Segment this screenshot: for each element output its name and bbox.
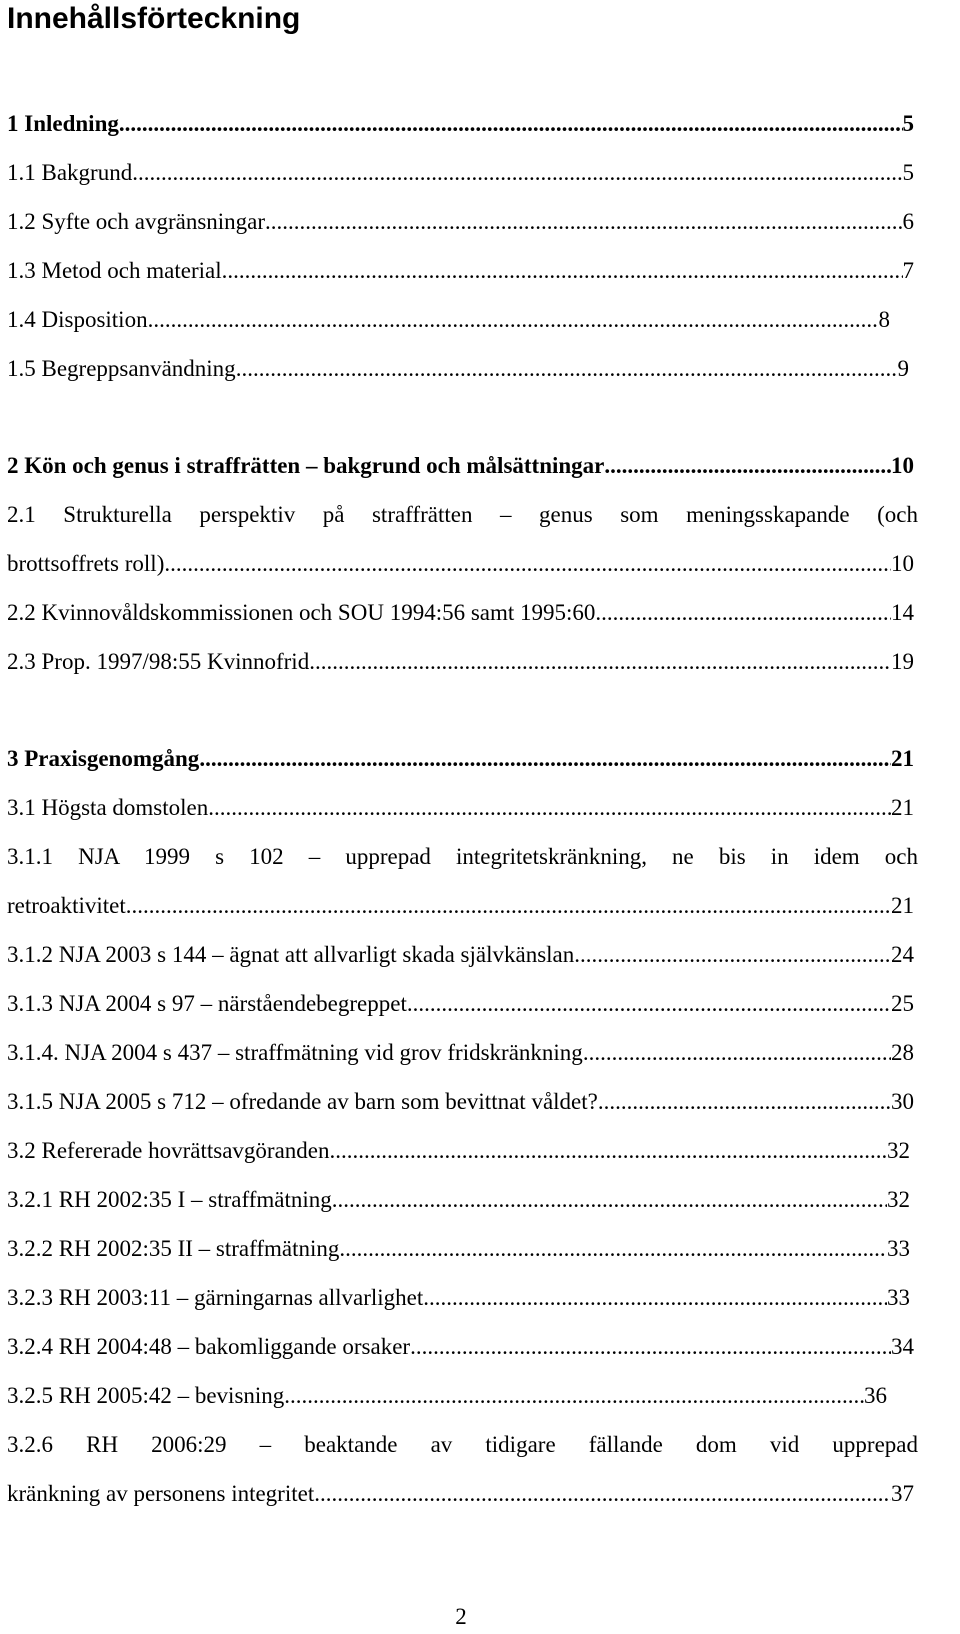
- page-number: 2: [455, 1604, 467, 1629]
- toc-entry-3-2-6-line1[interactable]: [7, 1428, 918, 1462]
- toc-entry-label: 3.1.1 NJA 1999 s 102 – upprepad integritetskränkning, ne bis in idem och: [7, 844, 918, 869]
- toc-entry-label: 3.1.3 NJA 2004 s 97 – närståendebegreppet: [7, 991, 407, 1016]
- toc-entry-page: 5: [902, 160, 914, 185]
- toc-entry-label: 3.2.5 RH 2005:42 – bevisning: [7, 1383, 285, 1408]
- toc-entry-3[interactable]: [7, 742, 914, 776]
- toc-entry-label: 1.3 Metod och material: [7, 258, 222, 283]
- toc-leader-dots: [148, 303, 879, 337]
- toc-entry-page: 33: [887, 1236, 910, 1261]
- toc-entry-page: 10: [891, 453, 914, 478]
- toc-entry-2-1-line2[interactable]: [7, 547, 914, 581]
- toc-entry-label: retroaktivitet: [7, 893, 126, 918]
- toc-entry-page: 21: [891, 893, 914, 918]
- toc-leader-dots: [132, 156, 902, 190]
- toc-entry-3-1-4[interactable]: [7, 1036, 914, 1070]
- toc-leader-dots: [284, 1379, 864, 1413]
- toc-entry-3-2[interactable]: [7, 1134, 910, 1168]
- toc-entry-label: 1.1 Bakgrund: [7, 160, 133, 185]
- toc-entry-2-1-line1[interactable]: [7, 498, 918, 532]
- toc-leader-dots: [199, 742, 891, 776]
- toc-leader-dots: [222, 254, 903, 288]
- toc-entry-3-1-5[interactable]: [7, 1085, 914, 1119]
- toc-entry-3-2-5[interactable]: [7, 1379, 887, 1413]
- toc-entry-page: 19: [891, 649, 914, 674]
- toc-entry-1-1[interactable]: [7, 156, 914, 190]
- toc-entry-page: 37: [891, 1481, 914, 1506]
- toc-leader-dots: [339, 1232, 887, 1266]
- toc-leader-dots: [314, 1477, 891, 1511]
- page-title: Innehållsförteckning: [7, 2, 301, 35]
- toc-entry-1[interactable]: [7, 107, 914, 141]
- toc-entry-label: 2.2 Kvinnovåldskommissionen och SOU 1994:56 samt 1995:60: [7, 600, 596, 625]
- toc-entry-label: 3.1.4. NJA 2004 s 437 – straffmätning vid grov fridskränkning: [7, 1040, 583, 1065]
- toc-entry-page: 7: [902, 258, 914, 283]
- toc-entry-label: kränkning av personens integritet: [7, 1481, 315, 1506]
- toc-entry-1-3[interactable]: [7, 254, 914, 288]
- toc-entry-3-1-2[interactable]: [7, 938, 914, 972]
- toc-entry-label: 3.2.4 RH 2004:48 – bakomliggande orsaker: [7, 1334, 411, 1359]
- toc-entry-1-5[interactable]: [7, 352, 909, 386]
- toc-entry-3-1-1-line2[interactable]: [7, 889, 914, 923]
- toc-entry-page: 32: [887, 1138, 910, 1163]
- toc-entry-label: 3.2.6 RH 2006:29 – beaktande av tidigare fällande dom vid upprepad: [7, 1432, 918, 1457]
- toc-entry-label: 3 Praxisgenomgång: [7, 746, 200, 771]
- toc-leader-dots: [265, 205, 902, 239]
- toc-leader-dots: [410, 1330, 891, 1364]
- toc-entry-label: 3.1.2 NJA 2003 s 144 – ägnat att allvarligt skada självkänslan: [7, 942, 575, 967]
- toc-entry-label: 1.2 Syfte och avgränsningar: [7, 209, 266, 234]
- toc-entry-label: 2 Kön och genus i straffrätten – bakgrund och målsättningar: [7, 453, 605, 478]
- toc-entry-label: 1 Inledning: [7, 111, 119, 136]
- toc-leader-dots: [595, 596, 891, 630]
- toc-entry-3-2-3[interactable]: [7, 1281, 910, 1315]
- toc-entry-page: 21: [891, 746, 914, 771]
- toc-entry-page: 25: [891, 991, 914, 1016]
- toc-entry-page: 9: [897, 356, 909, 381]
- toc-leader-dots: [574, 938, 891, 972]
- toc-entry-label: 3.2.3 RH 2003:11 – gärningarnas allvarlighet: [7, 1285, 424, 1310]
- toc-entry-label: 2.1 Strukturella perspektiv på straffrätten – genus som meningsskapande (och: [7, 502, 918, 527]
- toc-entry-3-2-2[interactable]: [7, 1232, 910, 1266]
- toc-entry-page: 30: [891, 1089, 914, 1114]
- toc-entry-page: 21: [891, 795, 914, 820]
- toc-entry-page: 5: [902, 111, 914, 136]
- toc-entry-label: 3.1 Högsta domstolen: [7, 795, 209, 820]
- toc-entry-1-4[interactable]: [7, 303, 890, 337]
- toc-entry-page: 28: [891, 1040, 914, 1065]
- toc-entry-3-1[interactable]: [7, 791, 914, 825]
- toc-leader-dots: [236, 352, 898, 386]
- toc-entry-page: 24: [891, 942, 914, 967]
- toc-entry-2-3[interactable]: [7, 645, 914, 679]
- toc-entry-page: 32: [887, 1187, 910, 1212]
- toc-entry-1-2[interactable]: [7, 205, 914, 239]
- toc-entry-page: 6: [902, 209, 914, 234]
- toc-leader-dots: [598, 1085, 891, 1119]
- toc-entry-3-1-1-line1[interactable]: [7, 840, 918, 874]
- toc-entry-label: 2.3 Prop. 1997/98:55 Kvinnofrid: [7, 649, 310, 674]
- toc-entry-page: 34: [891, 1334, 914, 1359]
- toc-entry-page: 10: [891, 551, 914, 576]
- toc-leader-dots: [119, 107, 903, 141]
- toc-leader-dots: [583, 1036, 891, 1070]
- toc-leader-dots: [423, 1281, 887, 1315]
- toc-entry-label: 3.2 Refererade hovrättsavgöranden: [7, 1138, 330, 1163]
- toc-leader-dots: [407, 987, 891, 1021]
- toc-entry-label: 3.2.1 RH 2002:35 I – straffmätning: [7, 1187, 332, 1212]
- toc-entry-2-2[interactable]: [7, 596, 914, 630]
- toc-leader-dots: [604, 449, 891, 483]
- toc-entry-label: 1.4 Disposition: [7, 307, 148, 332]
- toc-entry-3-2-6-line2[interactable]: [7, 1477, 914, 1511]
- toc-leader-dots: [164, 547, 891, 581]
- toc-entry-label: 3.1.5 NJA 2005 s 712 – ofredande av barn som bevittnat våldet?: [7, 1089, 598, 1114]
- toc-entry-page: 33: [887, 1285, 910, 1310]
- toc-leader-dots: [332, 1183, 887, 1217]
- toc-entry-3-1-3[interactable]: [7, 987, 914, 1021]
- toc-entry-label: 3.2.2 RH 2002:35 II – straffmätning: [7, 1236, 340, 1261]
- toc-entry-page: 8: [878, 307, 890, 332]
- toc-entry-2[interactable]: [7, 449, 914, 483]
- toc-entry-label: brottsoffrets roll): [7, 551, 165, 576]
- toc-entry-label: 1.5 Begreppsanvändning: [7, 356, 236, 381]
- toc-entry-3-2-1[interactable]: [7, 1183, 910, 1217]
- toc-leader-dots: [309, 645, 891, 679]
- toc-leader-dots: [330, 1134, 888, 1168]
- toc-leader-dots: [208, 791, 891, 825]
- toc-leader-dots: [126, 889, 891, 923]
- toc-entry-page: 14: [891, 600, 914, 625]
- toc-entry-page: 36: [864, 1383, 887, 1408]
- toc-entry-3-2-4[interactable]: [7, 1330, 914, 1364]
